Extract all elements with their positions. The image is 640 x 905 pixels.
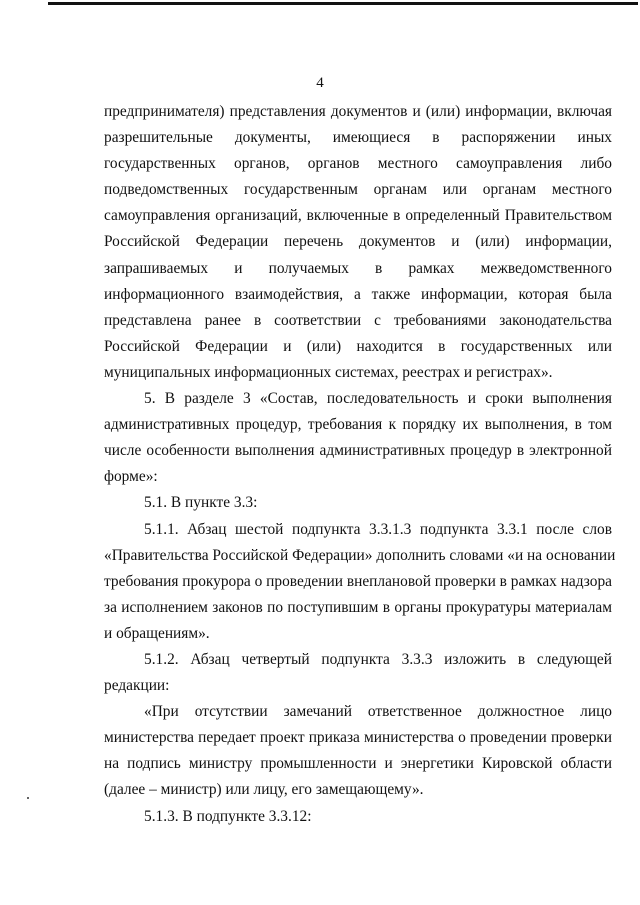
text-line: Российской Федерации перечень документов и (или) информации, [104, 233, 612, 251]
text-line: 5.1.3. В подпункте 3.3.12: [144, 807, 312, 825]
text-line: за исполнением законов по поступившим в органы прокуратуры материалам [104, 598, 612, 616]
text-line: государственных органов, органов местного самоуправления либо [104, 155, 612, 173]
text-line: предпринимателя) представления документов и (или) информации, включая [104, 103, 612, 120]
text-line: 5.1.1. Абзац шестой подпункта 3.3.1.3 подпункта 3.3.1 после слов [144, 520, 612, 538]
text-line: (далее – министр) или лицу, его замещающему». [104, 781, 424, 799]
text-line: форме»: [104, 468, 158, 486]
text-line: 5.1. В пункте 3.3: [144, 494, 258, 512]
text-line: представлена ранее в соответствии с требованиями законодательства [104, 311, 612, 329]
text-line: подведомственных государственным органам или органам местного [104, 181, 612, 199]
text-line: числе особенности выполнения административных процедур в электронной [104, 442, 612, 460]
text-line: требования прокурора о проведении внеплановой проверки в рамках надзора [104, 572, 612, 590]
text-line: министерства передает проект приказа министерства о проведении проверки [104, 729, 612, 747]
document-body [104, 99, 616, 830]
text-line: запрашиваемых и получаемых в рамках межведомственного [104, 259, 612, 277]
text-line: 5. В разделе 3 «Состав, последовательность и сроки выполнения [144, 390, 612, 408]
text-line: разрешительные документы, имеющиеся в распоряжении иных [104, 129, 612, 147]
text-line: самоуправления организаций, включенные в определенный Правительством [104, 207, 612, 225]
text-line: Российской Федерации и (или) находится в государственных или [104, 337, 612, 355]
text-line: «Правительства Российской Федерации» дополнить словами «и на основании [104, 546, 616, 564]
text-line: административных процедур, требования к порядку их выполнения, в том [104, 416, 612, 434]
scan-speck [27, 797, 29, 799]
top-border-rule [48, 2, 638, 5]
text-line: и обращениям». [104, 624, 210, 642]
text-line: «При отсутствии замечаний ответственное должностное лицо [144, 703, 612, 721]
text-line: муниципальных информационных системах, реестрах и регистрах». [104, 363, 553, 381]
text-line: информационного взаимодействия, а также информации, которая была [104, 285, 612, 303]
text-line: редакции: [104, 677, 170, 695]
page-number: 4 [316, 75, 324, 91]
text-line: на подпись министру промышленности и энергетики Кировской области [104, 755, 612, 773]
text-line: 5.1.2. Абзац четвертый подпункта 3.3.3 изложить в следующей [144, 650, 612, 668]
